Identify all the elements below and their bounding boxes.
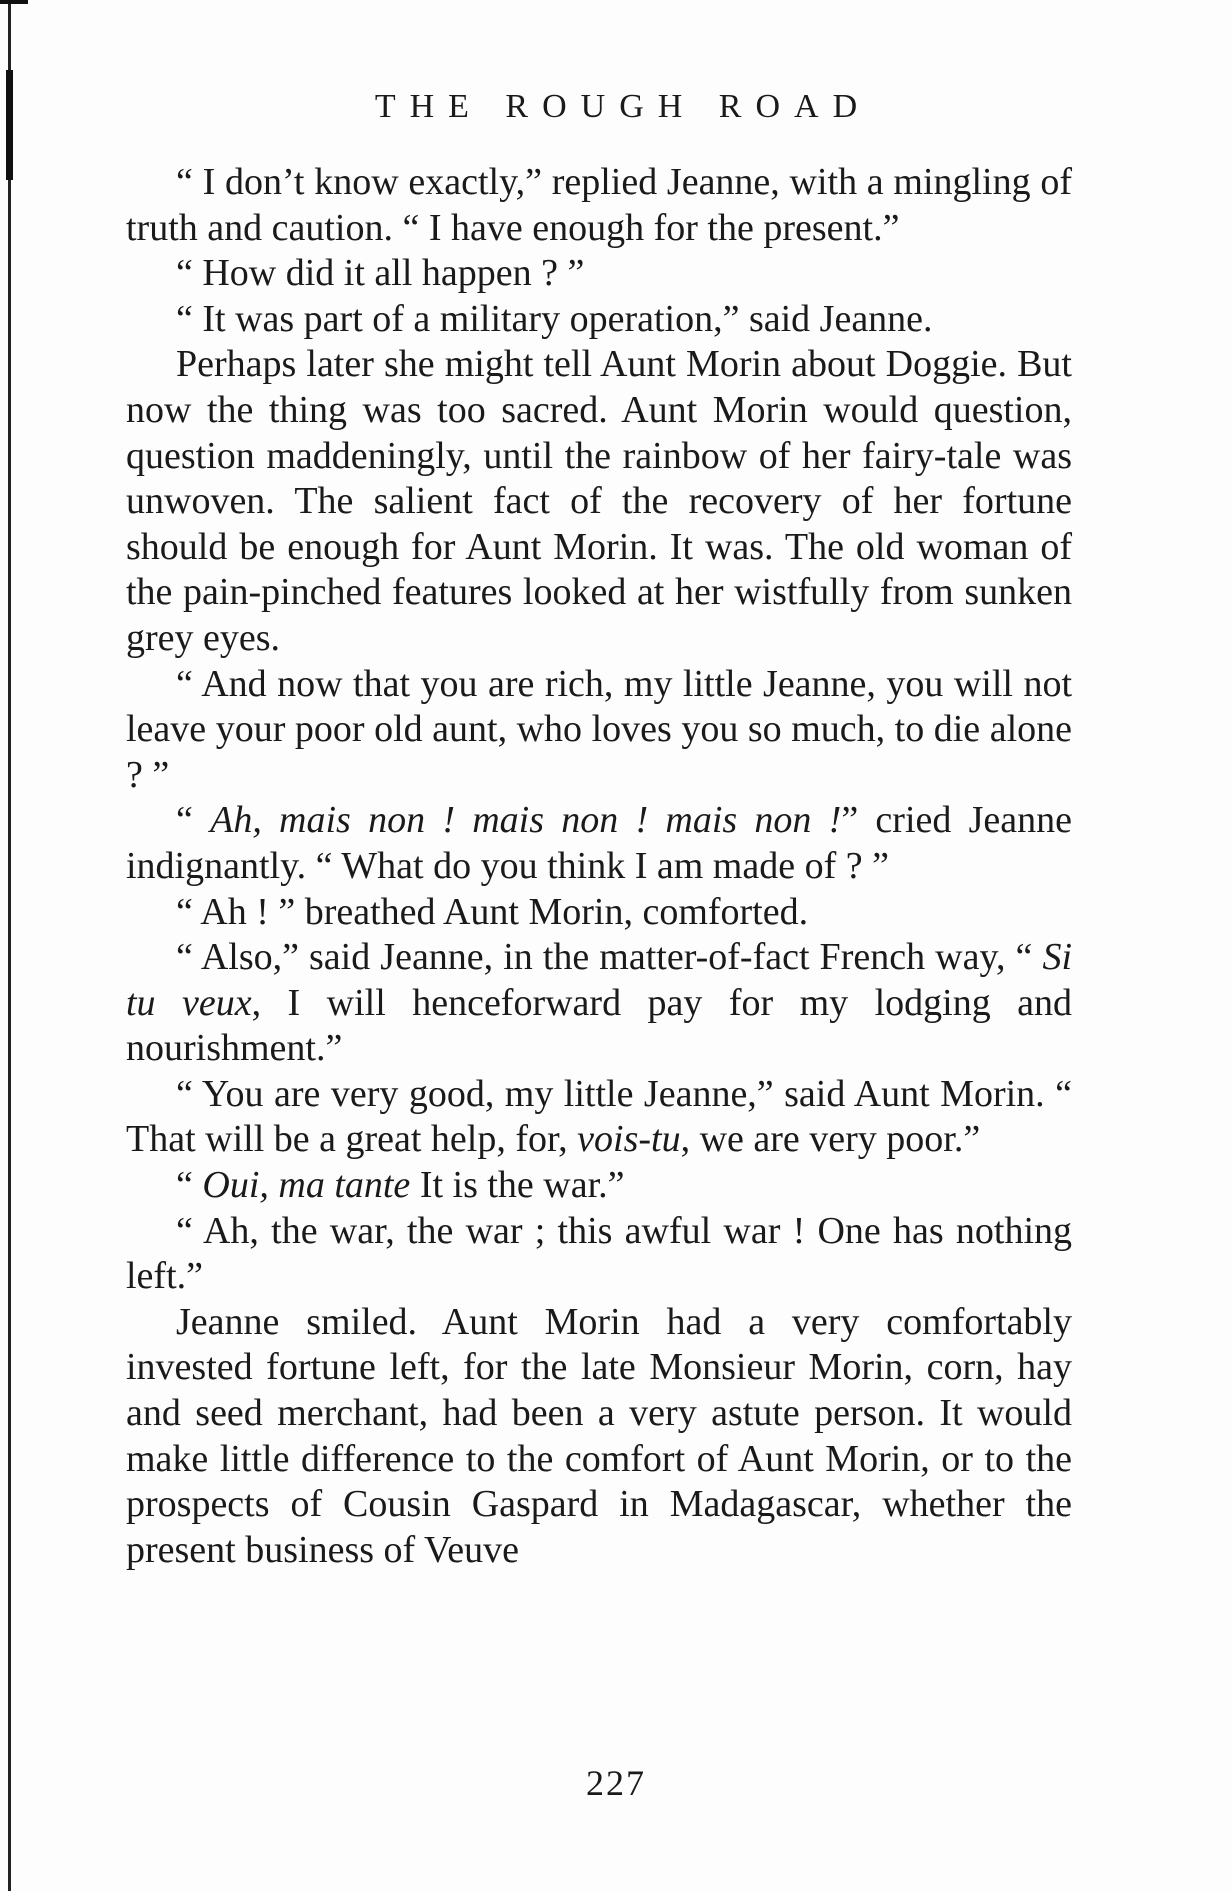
- text-segment: “: [176, 799, 211, 842]
- page-number: 227: [586, 1763, 646, 1803]
- italic-phrase: Ah, mais non ! mais non ! mais non !: [210, 799, 842, 842]
- binding-corner-mark: [0, 0, 28, 4]
- italic-phrase: Si tu veux: [126, 936, 1072, 1024]
- text-segment: “ Also,” said Jeanne, in the matter-of-fact French way, “: [176, 936, 1043, 979]
- text-segment: “ It was part of a military operation,” said Jeanne.: [176, 297, 933, 340]
- text-segment: “ I don’t know exactly,” replied Jeanne, with a mingling of truth and caution. “ I have enough for the present.”: [126, 161, 1072, 249]
- text-segment: “ And now that you are rich, my little Jeanne, you will not leave your poor old aunt, who loves you so much, to die alone ? ”: [126, 662, 1072, 796]
- paragraph: [126, 890, 1072, 936]
- paragraph: [126, 935, 1072, 1072]
- text-segment: “ How did it all happen ? ”: [176, 252, 585, 295]
- text-segment: , we are very poor.”: [680, 1118, 981, 1161]
- paragraph: [126, 251, 1072, 297]
- text-segment: “ Ah ! ” breathed Aunt Morin, comforted.: [176, 890, 809, 933]
- italic-phrase: Oui, ma tante: [202, 1164, 411, 1207]
- text-segment: Jeanne smiled. Aunt Morin had a very comfortably invested fortune left, for the late Monsieur Morin, corn, hay and seed merchant, had been a very astute person. It would make little difference to the comfort of Aunt Morin, or to the prospects of Cousin Gaspard in Madagascar, whether the present business of Veuve: [126, 1300, 1072, 1571]
- body-text: [126, 160, 1072, 1573]
- running-head: THE ROUGH ROAD: [374, 88, 872, 125]
- text-segment: , I will henceforward pay for my lodging and nourishment.”: [126, 981, 1073, 1070]
- paragraph: [126, 662, 1072, 799]
- paragraph: [126, 1300, 1072, 1574]
- paragraph: [126, 1163, 1072, 1209]
- binding-edge: [8, 0, 11, 1891]
- text-segment: Perhaps later she might tell Aunt Morin about Doggie. But now the thing was too sacred. Aunt Morin would question, question maddeningly, until the rainbow of her fairy-tale was unwoven. The salient fact of the recovery of her fortune should be enough for Aunt Morin. It was. The old woman of the pain-pinched features looked at her wistfully from sunken grey eyes.: [126, 343, 1072, 659]
- paragraph: [126, 798, 1072, 889]
- text-segment: ” cried Jeanne indignantly. “ What do you think I am made of ? ”: [126, 799, 1072, 887]
- text-segment: “ Ah, the war, the war ; this awful war ! One has nothing left.”: [126, 1209, 1072, 1298]
- italic-phrase: vois-tu: [577, 1118, 681, 1161]
- paragraph: [126, 1209, 1072, 1300]
- text-segment: “: [176, 1164, 203, 1207]
- paragraph: [126, 342, 1072, 661]
- paragraph: [126, 160, 1072, 251]
- text-segment: It is the war.”: [410, 1164, 625, 1207]
- paragraph: [126, 297, 1072, 343]
- text-segment: “ You are very good, my little Jeanne,” said Aunt Morin. “ That will be a great help, for,: [126, 1072, 1072, 1161]
- paragraph: [126, 1072, 1072, 1163]
